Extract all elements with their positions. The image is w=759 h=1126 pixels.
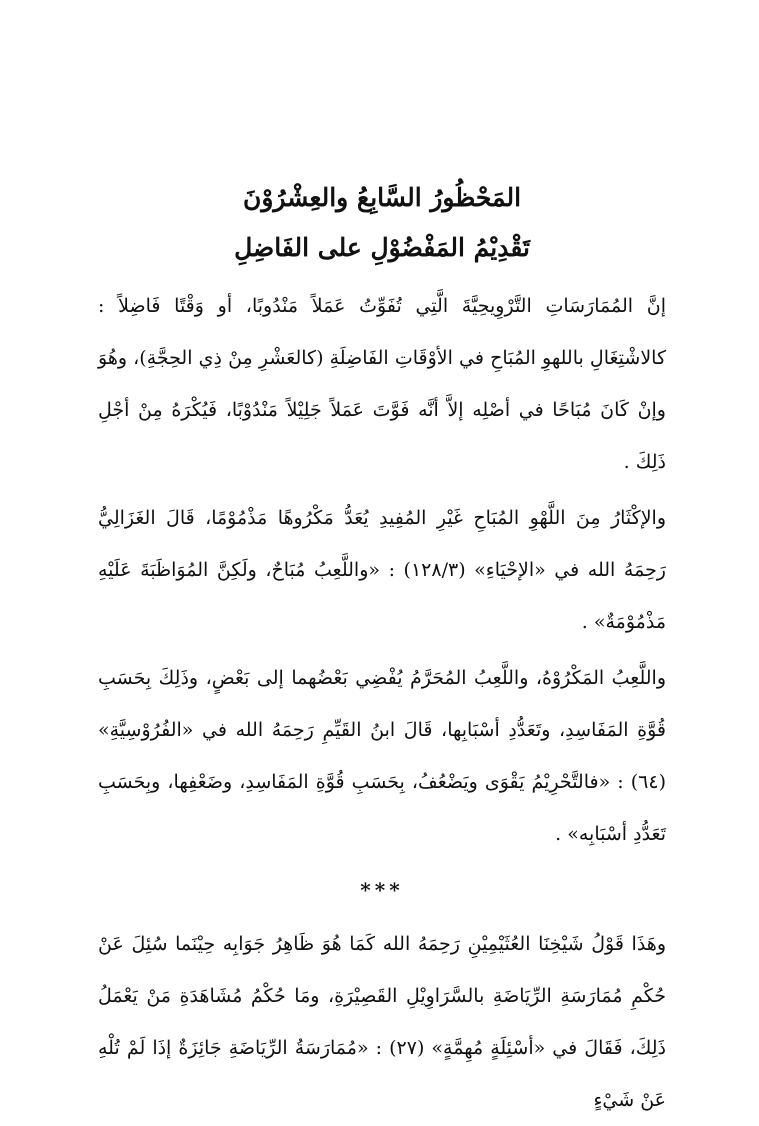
document-page: [98, 180, 666, 1126]
paragraph-3: واللَّعِبُ المَكْرُوْهُ، واللَّعِبُ المُحَرَّمُ يُفْضِي بَعْضُهما إلى بَعْضٍ، وذَلِكَ بِحَسَبِ قُوَّةِ المَفَاسِدِ، وتَعَدُّدِ أسْبَابِها، قَالَ ابنُ القَيِّمِ رَحِمَهُ الله في «الفُرُوْسِيَّةِ» (٦٤) : «فالتَّحْرِيْمُ يَقْوَى ويَضْعُفُ، بِحَسَبِ قُوَّةِ المَفَاسِدِ، وضَعْفِها، وبِحَسَبِ تَعَدُّدِ أسْبَابِه» .: [98, 667, 666, 845]
chapter-title: المَحْظُورُ السَّابِعُ والعِشْرُوْنَ: [242, 183, 522, 212]
chapter-subtitle: تَقْدِيْمُ المَفْضُوْلِ على الفَاضِلِ: [234, 233, 530, 262]
paragraph-4: وهَذَا قَوْلُ شَيْخِنَا العُثَيْمِيْنِ رَحِمَهُ الله كَمَا هُوَ ظَاهِرُ جَوَابِه حِيْنَما سُئِلَ عَنْ حُكْمِ مُمَارَسَةِ الرِّيَاضَةِ بالسَّرَاوِيْلِ القَصِيْرَةِ، ومَا حُكْمُ مُشَاهَدَةِ مَنْ يَعْمَلُ ذَلِكَ، فَقَالَ في «أسْئِلَةٍ مُهِمَّةٍ» (٢٧) : «مُمَارَسَةُ الرِّيَاضَةِ جَائِزَةٌ إذَا لَمْ تُلْهِ عَنْ شَيْءٍ: [98, 933, 667, 1111]
paragraph-2: والإكْثَارُ مِنَ اللَّهْوِ المُبَاحِ غَيْرِ المُفِيدِ يُعَدُّ مَكْرُوهًا مَذْمُوْمًا، قَالَ الغَزَالِيُّ رَحِمَهُ الله في «الإحْيَاءِ» (١٢٨/٣) : «واللَّعِبُ مُبَاحٌ، ولَكِنَّ المُوَاظَبَةَ عَلَيْهِ مَذْمُوْمَةٌ» .: [98, 507, 666, 633]
section-separator: ***: [360, 878, 404, 902]
paragraph-1: إنَّ المُمَارَسَاتِ التَّرْوِيحِيَّةَ الَّتِي تُفَوِّتُ عَمَلاً مَنْدُوبًا، أو وَقْتًا فَاضِلاً : كالاشْتِغَالِ باللهوِ المُبَاحِ في الأوْقَاتِ الفَاضِلَةِ (كالعَشْرِ مِنْ ذِي الحِجَّةِ)، وهُوَ وإنْ كَانَ مُبَاحًا في أصْلِه إلاَّ أنَّه فَوَّتَ عَمَلاً جَلِيْلاً مَنْدُوْبًا، فَيُكْرَهُ مِنْ أجْلِ ذَلِكَ .: [98, 295, 666, 473]
